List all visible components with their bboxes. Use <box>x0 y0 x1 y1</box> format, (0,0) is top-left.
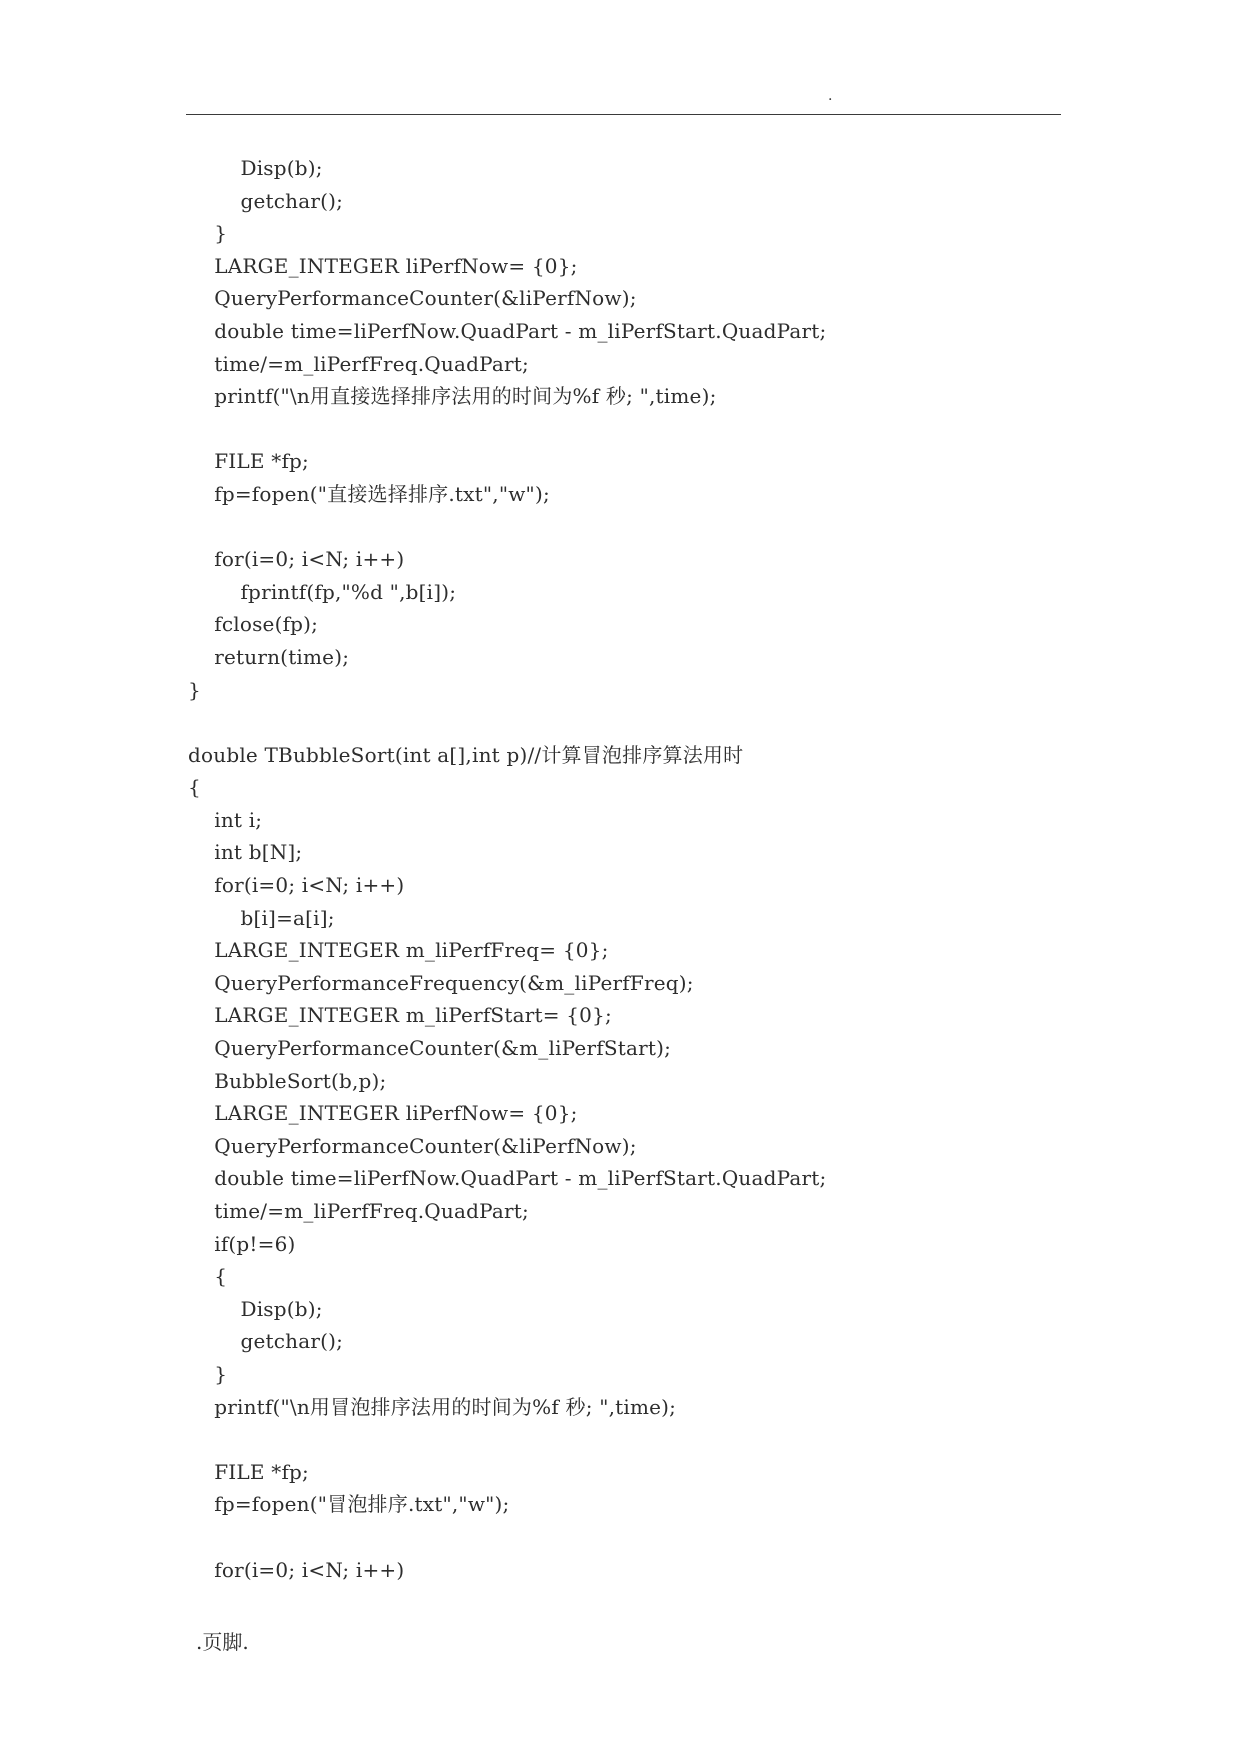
code-line: FILE *fp; <box>188 449 309 474</box>
code-line: fprintf(fp,"%d ",b[i]); <box>188 579 457 604</box>
code-line: FILE *fp; <box>188 1459 309 1484</box>
code-line: for(i=0; i<N; i++) <box>188 1557 405 1582</box>
code-line: Disp(b); <box>188 1296 323 1321</box>
code-line <box>188 706 1068 739</box>
code-line <box>188 1423 1068 1456</box>
code-line: QueryPerformanceCounter(&m_liPerfStart); <box>188 1036 672 1061</box>
code-line: LARGE_INTEGER m_liPerfStart= {0}; <box>188 1003 612 1028</box>
code-line <box>188 413 1068 446</box>
code-line: double time=liPerfNow.QuadPart - m_liPerfStart.QuadPart; <box>188 1166 827 1191</box>
code-line: printf("\n用直接选择排序法用的时间为%f 秒; ",time); <box>188 384 717 409</box>
code-line: int i; <box>188 807 263 832</box>
code-line: fp=fopen("冒泡排序.txt","w"); <box>188 1492 510 1517</box>
code-line: time/=m_liPerfFreq.QuadPart; <box>188 1199 529 1223</box>
code-line: printf("\n用冒泡排序法用的时间为%f 秒; ",time); <box>188 1394 677 1419</box>
code-line: LARGE_INTEGER liPerfNow= {0}; <box>188 1101 578 1126</box>
code-line: { <box>188 775 201 800</box>
code-line: getchar(); <box>188 188 344 213</box>
code-line: double TBubbleSort(int a[],int p)//计算冒泡排序算法用时 <box>188 742 744 767</box>
code-block <box>188 152 1068 1586</box>
code-line: b[i]=a[i]; <box>188 905 335 930</box>
code-line: for(i=0; i<N; i++) <box>188 547 405 572</box>
code-line: getchar(); <box>188 1329 344 1354</box>
code-line: int b[N]; <box>188 840 303 865</box>
code-line: fp=fopen("直接选择排序.txt","w"); <box>188 481 550 506</box>
header-rule <box>186 114 1061 115</box>
code-line: if(p!=6) <box>188 1231 296 1256</box>
code-line: fclose(fp); <box>188 612 319 637</box>
code-line: } <box>188 221 228 246</box>
code-line <box>188 1521 1068 1554</box>
code-line: double time=liPerfNow.QuadPart - m_liPerfStart.QuadPart; <box>188 318 827 343</box>
page-footer: .页脚. <box>196 1630 249 1654</box>
code-line: QueryPerformanceCounter(&liPerfNow); <box>188 286 637 311</box>
code-line: Disp(b); <box>188 156 323 180</box>
code-line <box>188 511 1068 544</box>
code-line: LARGE_INTEGER m_liPerfFreq= {0}; <box>188 938 609 963</box>
code-line: LARGE_INTEGER liPerfNow= {0}; <box>188 253 578 278</box>
code-line: for(i=0; i<N; i++) <box>188 873 405 898</box>
code-line: time/=m_liPerfFreq.QuadPart; <box>188 351 529 376</box>
code-line: BubbleSort(b,p); <box>188 1068 387 1093</box>
code-line: } <box>188 1361 228 1386</box>
code-line: } <box>188 677 201 702</box>
code-line: QueryPerformanceCounter(&liPerfNow); <box>188 1133 637 1158</box>
code-line: QueryPerformanceFrequency(&m_liPerfFreq); <box>188 970 694 995</box>
code-line: { <box>188 1264 228 1289</box>
header-mark: . <box>828 88 833 104</box>
code-line: return(time); <box>188 644 350 669</box>
